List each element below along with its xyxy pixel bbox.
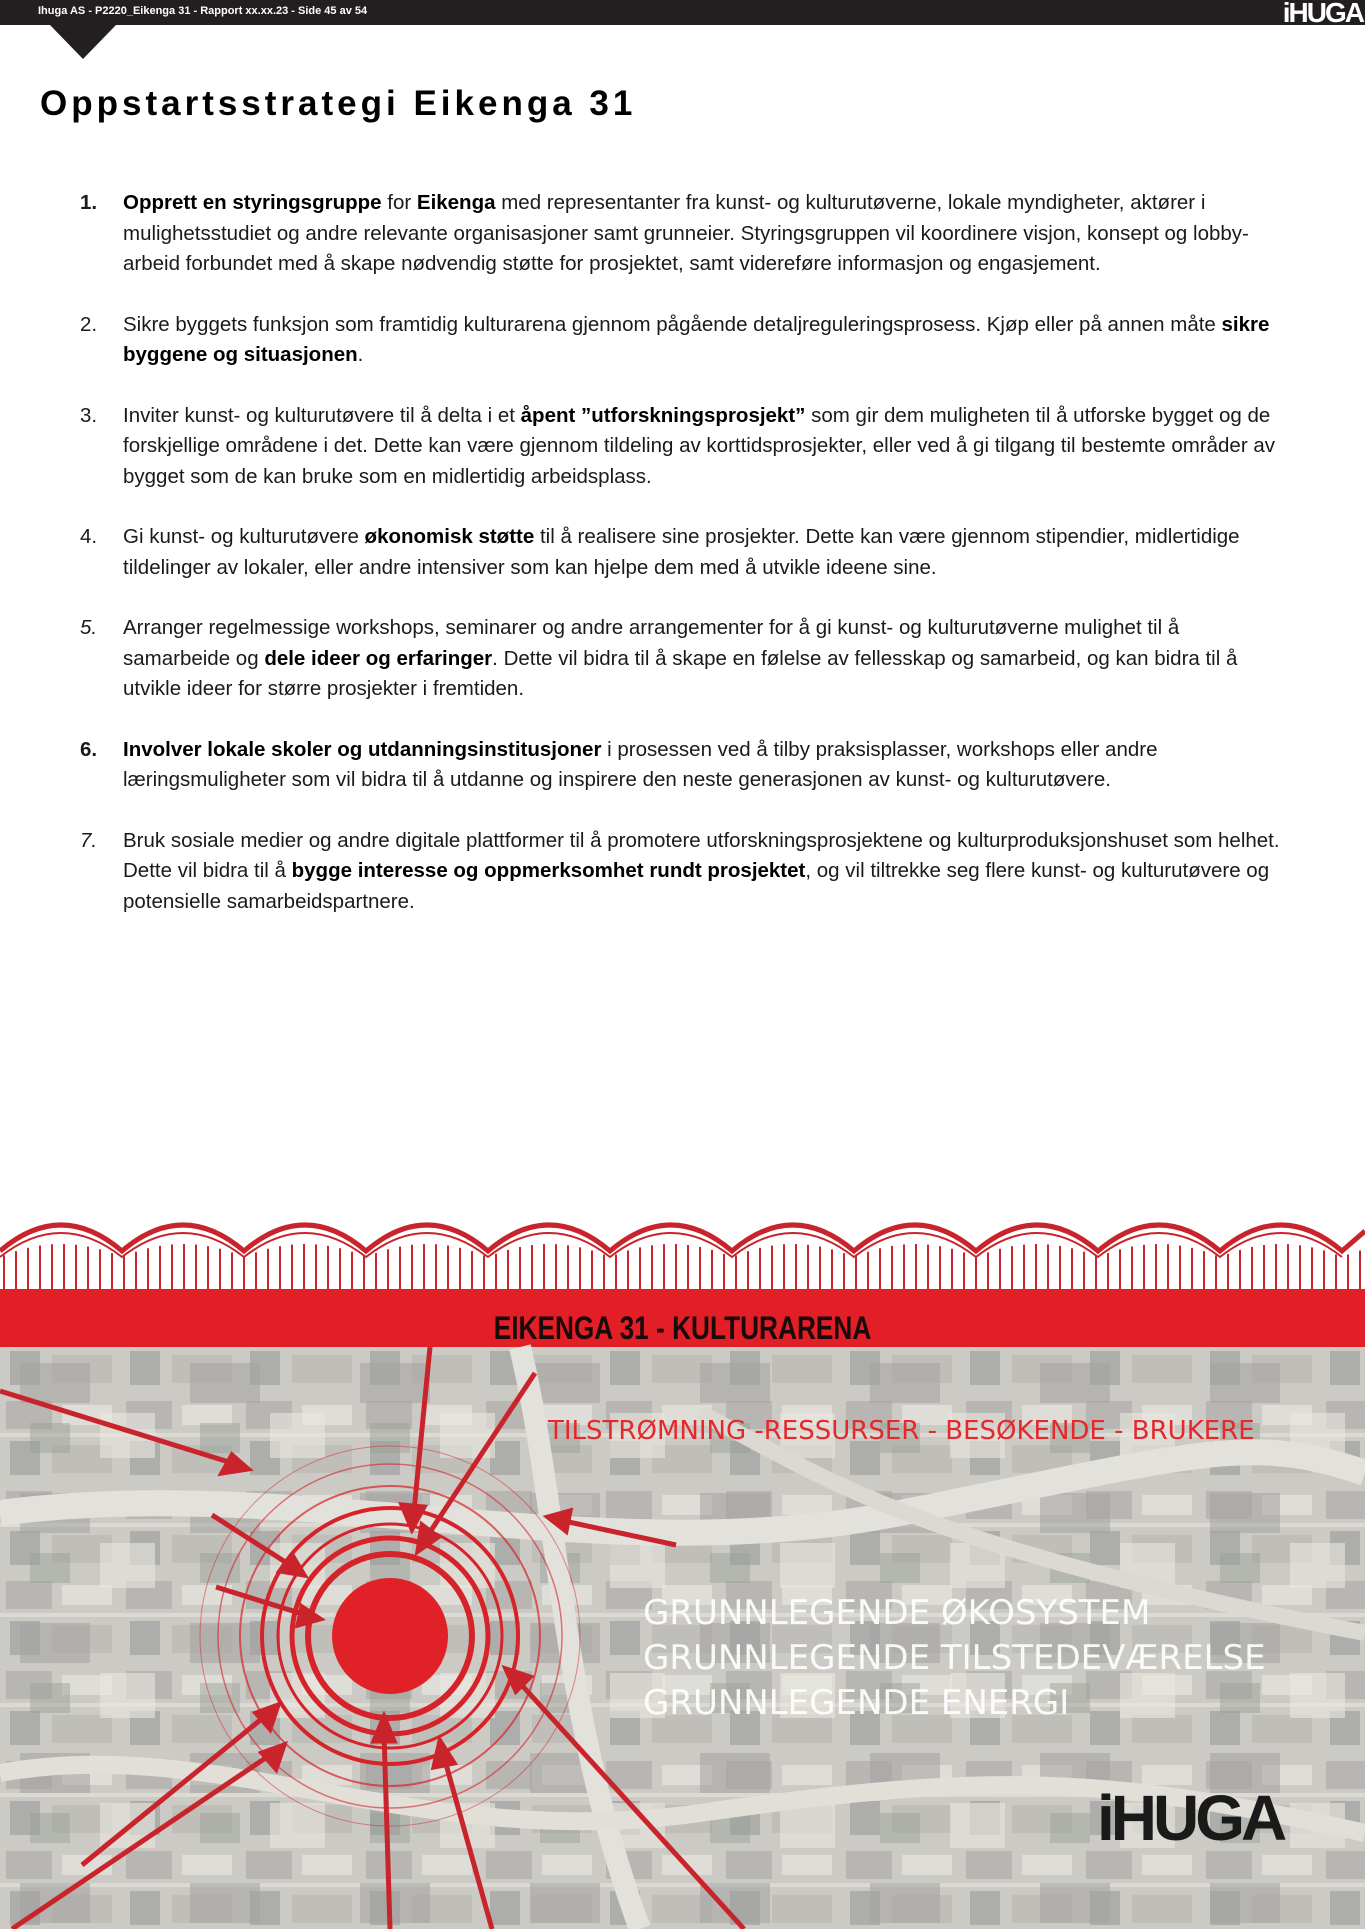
item-text-span: Inviter kunst- og kulturutøvere til å delta i et [123,403,521,427]
item-text-span: . [357,343,364,366]
item-bold-text: økonomisk støtte [364,525,535,548]
item-text [123,616,1237,700]
item-text-span: i prosessen ved å tilby praksisplasser, workshops eller andre læringsmuligheter som vil bidra til å utdanne og inspirere den neste generasjonen av kunst- og kulturutøvere. [123,737,1158,791]
item-text-span: som gir dem muligheten til å utforske bygget og de forskjellige områdene i det. Dette kan være gjennom tildeling av korttidsprosjekter, eller ved å gi tilgang til bestemte områder av bygget som de kan bruke som en midlertidig arbeidsplass. [123,403,1275,488]
strategy-list [80,188,1285,917]
running-title: Ihuga AS - P2220_Eikenga 31 - Rapport xx.xx.23 - Side 45 av 54 [38,5,368,17]
item-text [123,525,1240,579]
list-item [80,735,1285,796]
item-bold-text: bygge interesse og oppmerksomhet rundt prosjektet [291,859,806,882]
ihuga-logo: iHUGA [1097,1782,1284,1854]
item-bold-text: Eikenga [416,191,496,214]
item-bold-text: Involver lokale skoler og utdanningsinstitusjoner [123,737,602,761]
list-item [80,310,1285,371]
pillar-ecosystem: GRUNNLEGENDE ØKOSYSTEM [643,1593,1151,1633]
item-text [123,404,1275,488]
item-text-span: for [381,191,417,214]
item-bold-text: åpent ”utforskningsprosjekt” [520,403,806,427]
running-header [0,0,1365,28]
item-number: 7. [80,828,98,852]
item-bold-text: dele ideer og erfaringer [264,646,493,670]
roof-arches [0,1225,1365,1251]
item-text [123,738,1157,792]
item-number: 2. [80,312,98,336]
list-item [80,613,1285,705]
item-number: 5. [80,616,98,639]
item-number: 1. [80,191,98,214]
flow-label: TILSTRØMNING -RESSURSER - BESØKENDE - BRUKERE [548,1416,1255,1446]
list-item [80,401,1285,493]
item-number: 4. [80,525,98,548]
item-text-span: Bruk sosiale medier og andre digitale plattformer til å promotere utforskningsprosjektene og kulturproduksjonshuset som helhet. Dette vil bidra til å [123,828,1280,882]
list-item [80,522,1285,583]
item-text [123,829,1280,913]
item-text-span: Sikre byggets funksjon som framtidig kulturarena gjennom pågående detaljreguleringsprosess. Kjøp eller på annen måte [123,312,1222,336]
item-text-span: Gi kunst- og kulturutøvere [123,525,365,548]
item-bold-text: Opprett en styringsgruppe [123,191,382,214]
item-number: 6. [80,737,98,761]
item-text [123,313,1269,367]
page-title: Oppstartsstrategi Eikenga 31 [40,84,637,123]
roof-arches-inner [0,1233,1342,1257]
item-text-span: , og vil tiltrekke seg flere kunst- og kulturutøvere og potensielle samarbeidspartnere. [123,859,1270,913]
pillar-energy: GRUNNLEGENDE ENERGI [643,1683,1070,1723]
list-item [80,826,1285,918]
item-text-span: med representanter fra kunst- og kulturutøverne, lokale myndigheter, aktører i mulighetsstudiet og andre relevante organisasjoner samt grunneier. Styringsgruppen vil koordinere visjon, konsept og lobby-arbeid forbundet med å skape nødvendig støtte for prosjektet, samt videreføre informasjon og engasjement. [123,191,1249,275]
pillar-presence: GRUNNLEGENDE TILSTEDEVÆRELSE [643,1638,1266,1678]
item-text [123,191,1249,275]
band-title: EIKENGA 31 - KULTURARENA [493,1310,872,1346]
item-text-span: til å realisere sine prosjekter. Dette kan være gjennom stipendier, midlertidige tildelinger av lokaler, eller andre intensiver som kan hjelpe dem med å utvikle ideene sine. [123,525,1240,579]
header-logo: iHUGA [1282,0,1363,28]
item-text-span: Arranger regelmessige workshops, seminarer og andre arrangementer for å gi kunst- og kulturutøverne mulighet til å samarbeide og [123,616,1180,670]
list-item [80,188,1285,280]
item-number: 3. [80,403,98,427]
roof-arches-group [0,1225,1365,1289]
item-bold-text: sikre byggene og situasjonen [123,312,1270,366]
header-notch [50,25,116,59]
item-text-span: . Dette vil bidra til å skape en følelse av fellesskap og samarbeid, og kan bidra til å utvikle ideer for større prosjekter i fremtiden. [123,646,1238,700]
